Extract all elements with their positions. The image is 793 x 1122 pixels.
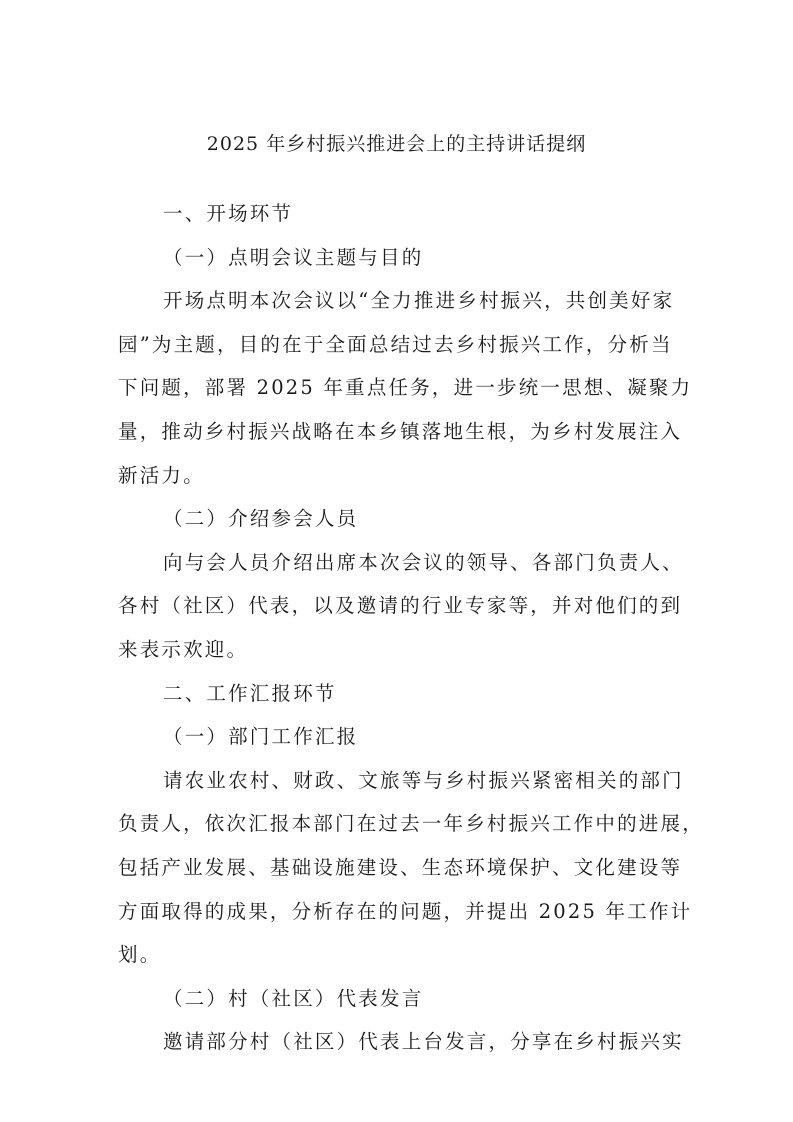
text-line: 划。 [118,943,162,967]
text-line: 包括产业发展、基础设施建设、生态环境保护、文化建设等 [118,855,683,879]
text-line: 方面取得的成果，分析存在的问题，并提出 2025 年工作计 [118,899,693,923]
text-line: 请农业农村、财政、文旅等与乡村振兴紧密相关的部门 [163,768,684,792]
document-title: 2025 年乡村振兴推进会上的主持讲话提纲 [206,133,587,155]
text-line: 来表示欢迎。 [118,637,249,661]
text-line: （二）村（社区）代表发言 [163,986,424,1010]
text-line: 下问题，部署 2025 年重点任务，进一步统一思想、凝聚力 [118,376,693,400]
text-line: 开场点明本次会议以“全力推进乡村振兴，共创美好家 [163,289,675,313]
text-line: 各村（社区）代表，以及邀请的行业专家等，并对他们的到 [118,594,683,618]
document-body [118,192,704,1064]
text-line: 园”为主题，目的在于全面总结过去乡村振兴工作，分析当 [118,332,673,356]
text-line: 一、开场环节 [163,202,294,225]
text-line: 向与会人员介绍出席本次会议的领导、各部门负责人、 [163,550,684,574]
text-line: 量，推动乡村振兴战略在本乡镇落地生根，为乡村发展注入 [118,419,683,443]
text-line: 新活力。 [118,463,205,487]
text-line: 二、工作汇报环节 [163,681,337,705]
text-line: 邀请部分村（社区）代表上台发言，分享在乡村振兴实 [163,1030,684,1054]
text-line: （二）介绍参会人员 [163,507,359,531]
text-line: （一）部门工作汇报 [163,725,359,749]
text-line: （一）点明会议主题与目的 [163,245,424,269]
text-line: 负责人，依次汇报本部门在过去一年乡村振兴工作中的进展， [118,812,704,836]
